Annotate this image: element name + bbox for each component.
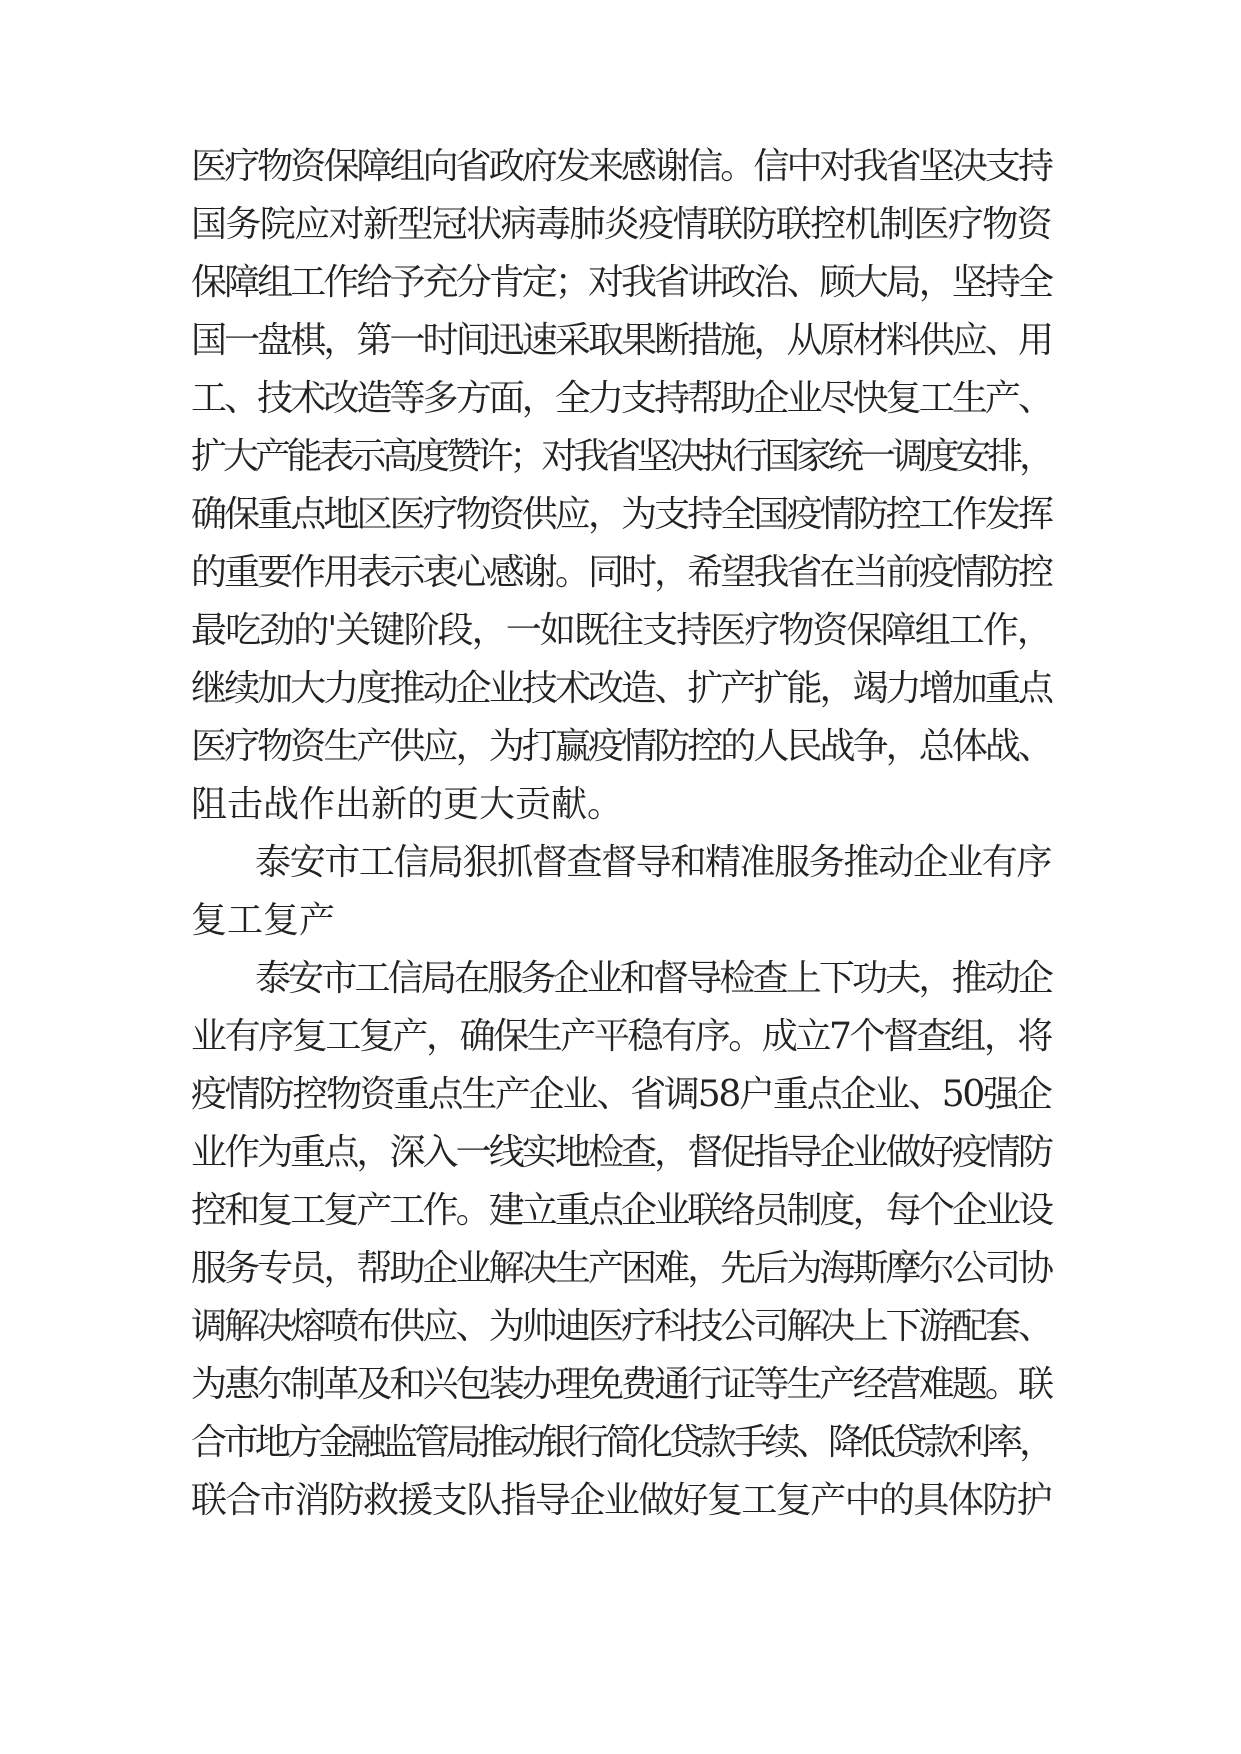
paragraph-line: 联合市消防救援支队指导企业做好复工复产中的具体防护	[191, 1480, 1052, 1521]
section-heading-line: 泰安市工信局狠抓督查督导和精准服务推动企业有序	[255, 842, 1052, 883]
section-heading-line: 复工复产	[191, 900, 336, 941]
paragraph-line: 泰安市工信局在服务企业和督导检查上下功夫，推动企	[255, 958, 1052, 999]
paragraph-line: 的重要作用表示衷心感谢。同时，希望我省在当前疫情防控	[191, 552, 1052, 593]
paragraph-line: 确保重点地区医疗物资供应，为支持全国疫情防控工作发挥	[191, 494, 1052, 535]
paragraph-line: 国一盘棋，第一时间迅速采取果断措施，从原材料供应、用	[191, 320, 1052, 361]
paragraph-line: 继续加大力度推动企业技术改造、扩产扩能，竭力增加重点	[191, 668, 1052, 709]
paragraph-line: 为惠尔制革及和兴包装办理免费通行证等生产经营难题。联	[191, 1364, 1052, 1405]
paragraph-line: 控和复工复产工作。建立重点企业联络员制度，每个企业设	[191, 1190, 1052, 1231]
paragraph-line: 医疗物资生产供应，为打赢疫情防控的人民战争，总体战、	[191, 726, 1052, 767]
paragraph-line: 保障组工作给予充分肯定；对我省讲政治、顾大局，坚持全	[191, 262, 1052, 303]
paragraph-line: 服务专员，帮助企业解决生产困难，先后为海斯摩尔公司协	[191, 1248, 1052, 1289]
paragraph-line: 医疗物资保障组向省政府发来感谢信。信中对我省坚决支持	[191, 146, 1052, 187]
paragraph-line: 扩大产能表示高度赞许；对我省坚决执行国家统一调度安排，	[191, 436, 1051, 477]
paragraph-line: 调解决熔喷布供应、为帅迪医疗科技公司解决上下游配套、	[191, 1306, 1052, 1347]
paragraph-line: 业有序复工复产，确保生产平稳有序。成立7个督查组，将	[191, 1016, 1051, 1057]
paragraph-line: 合市地方金融监管局推动银行简化贷款手续、降低贷款利率，	[191, 1422, 1051, 1463]
paragraph-line: 国务院应对新型冠状病毒肺炎疫情联防联控机制医疗物资	[191, 204, 1052, 245]
paragraph-line: 阻击战作出新的更大贡献。	[191, 784, 624, 825]
paragraph-line: 疫情防控物资重点生产企业、省调58户重点企业、50强企	[191, 1074, 1051, 1115]
paragraph-line: 工、技术改造等多方面，全力支持帮助企业尽快复工生产、	[191, 378, 1052, 419]
paragraph-line: 业作为重点，深入一线实地检查，督促指导企业做好疫情防	[191, 1132, 1052, 1173]
paragraph-line: 最吃劲的'关键阶段，一如既往支持医疗物资保障组工作，	[191, 610, 1051, 651]
